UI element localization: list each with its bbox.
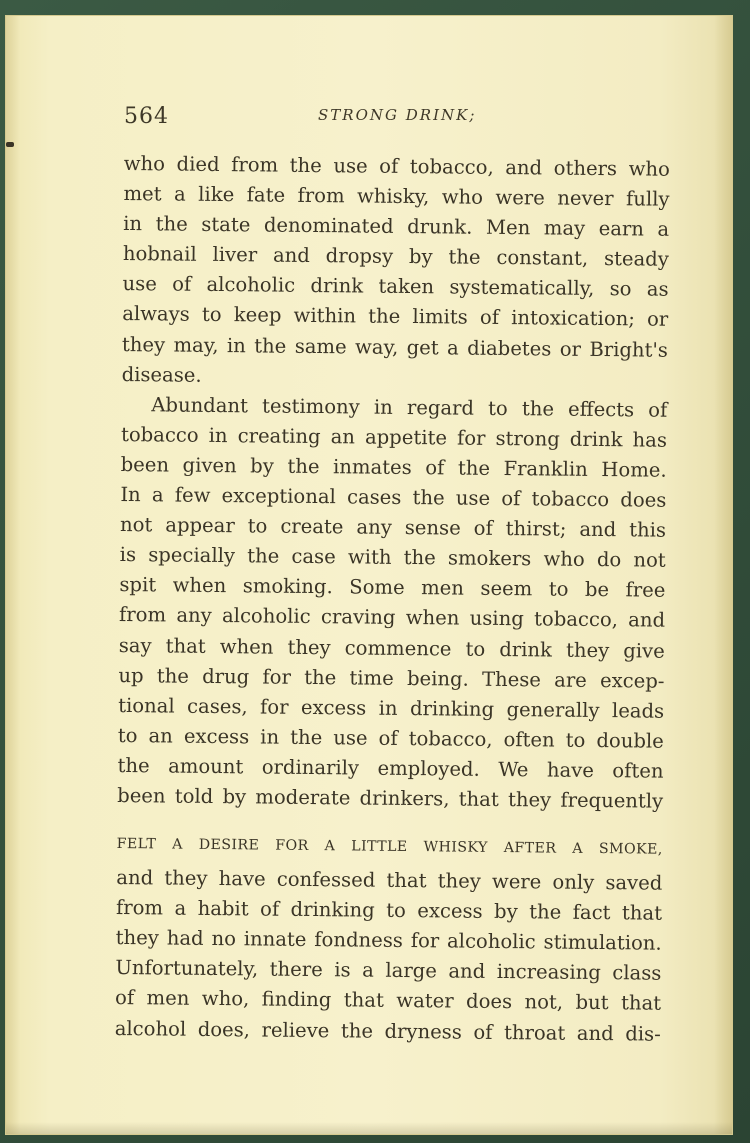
page-number: 564 <box>124 104 169 129</box>
text-line: to an excess in the use of tobacco, often to double <box>117 723 664 753</box>
page-bottom-shadow <box>6 1122 732 1134</box>
text-line: is specially the case with the smokers who do not <box>119 543 666 572</box>
text-line: always to keep within the limits of intoxication; or <box>122 302 669 332</box>
text-line: hobnail liver and dropsy by the constant, steady <box>122 242 669 271</box>
paragraph-1 <box>121 149 669 395</box>
text-line: up the drug for the time being. These are excep- <box>118 663 665 693</box>
text-line: not appear to create any sense of thirst; and this <box>119 513 667 542</box>
text-line: say that when they commence to drink they give <box>118 633 665 663</box>
text-line: of men who, finding that water does not, but that <box>114 986 662 1016</box>
page-gutter <box>6 16 20 1134</box>
text-line: tional cases, for excess in drinking generally leads <box>118 693 665 723</box>
running-head: STRONG DRINK; <box>318 106 477 124</box>
margin-ink-mark <box>6 142 14 147</box>
text-line: and they have confessed that they were only saved <box>116 866 663 895</box>
text-line: Abundant testimony in regard to the effects of <box>151 393 668 422</box>
text-line: met a like fate from whisky, who were never fully <box>123 182 670 211</box>
text-line: use of alcoholic drink taken systematically, so as <box>122 272 669 302</box>
text-line: in the state denominated drunk. Men may earn a <box>123 212 670 241</box>
book-page <box>6 16 732 1134</box>
text-line: In a few exceptional cases the use of tobacco does <box>120 483 667 512</box>
page-edge <box>714 16 732 1134</box>
text-line: tobacco in creating an appetite for strong drink has <box>120 422 668 452</box>
page-header <box>118 96 678 136</box>
text-line: disease. <box>121 362 202 387</box>
text-line: they had no innate fondness for alcoholic stimulation. <box>115 926 662 955</box>
text-line: alcohol does, relieve the dryness of throat and dis- <box>114 1016 661 1046</box>
paragraph-2 <box>117 390 667 817</box>
body-text <box>115 149 670 1049</box>
text-line: spit when smoking. Some men seem to be free <box>119 573 666 603</box>
paragraph-3 <box>115 863 663 1049</box>
text-line: from a habit of drinking to excess by the fact that <box>115 896 663 925</box>
text-line: Unfortunately, there is a large and increasing class <box>115 956 662 986</box>
text-line: been told by moderate drinkers, that they frequently <box>117 783 664 813</box>
text-line: been given by the inmates of the Franklin Home. <box>120 452 667 482</box>
text-line: from any alcoholic craving when using tobacco, and <box>119 603 666 633</box>
emphasis-line: FELT A DESIRE FOR A LITTLE WHISKY AFTER A SMOKE, <box>116 836 663 858</box>
text-line: they may, in the same way, get a diabetes or Bright's <box>121 332 669 362</box>
text-line: the amount ordinarily employed. We have often <box>117 753 664 783</box>
text-line: who died from the use of tobacco, and others who <box>123 151 670 181</box>
